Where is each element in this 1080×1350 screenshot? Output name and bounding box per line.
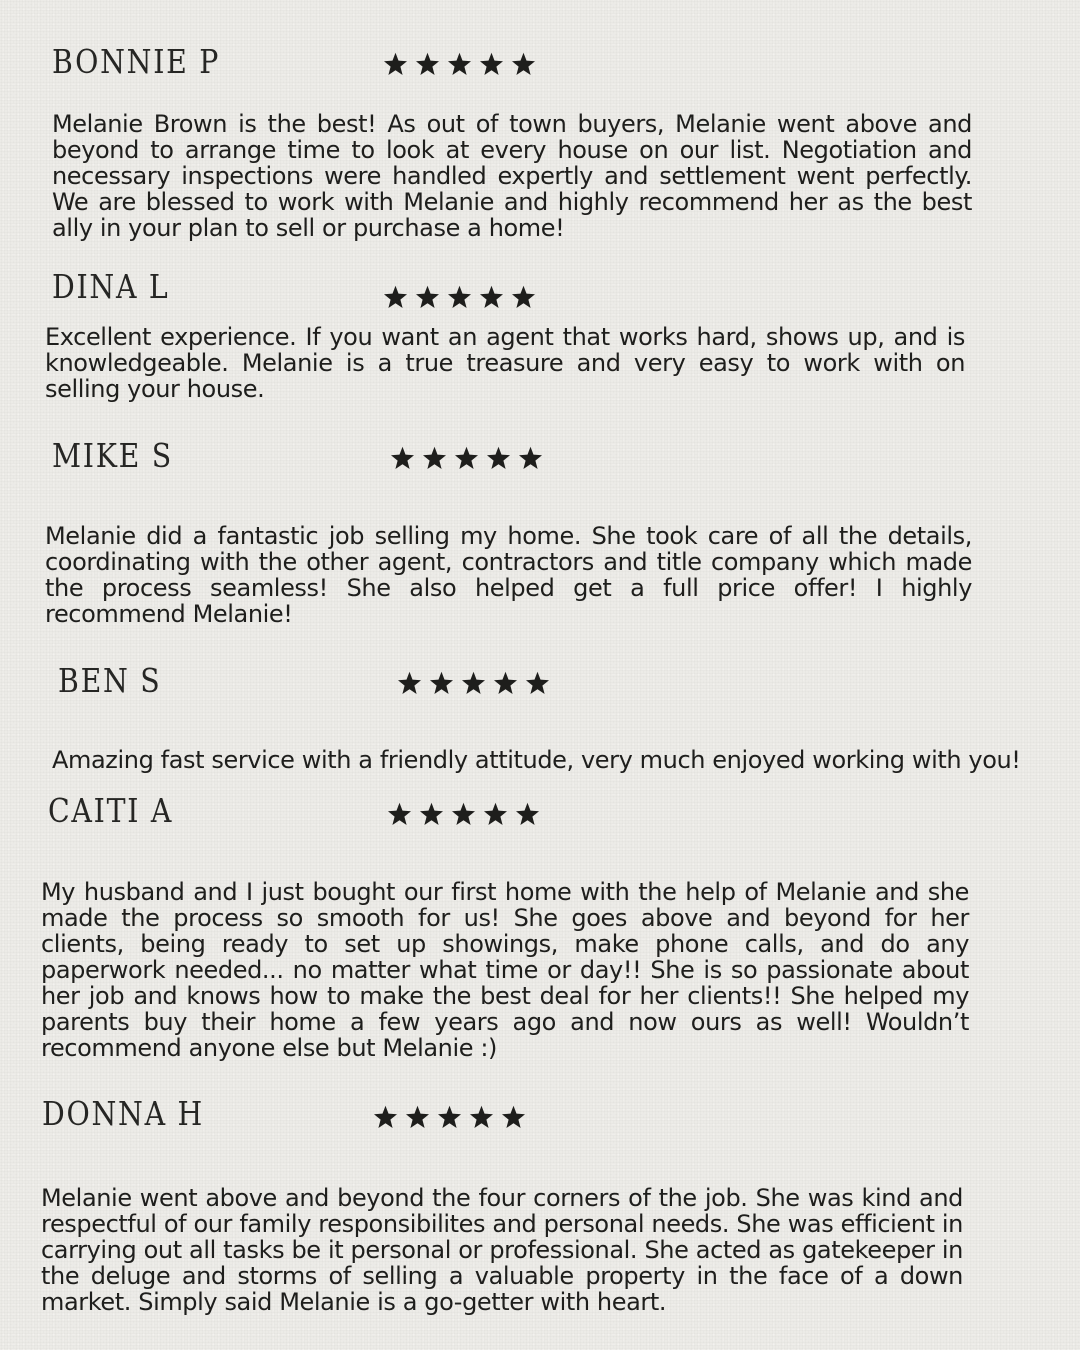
- star-icon: [415, 285, 440, 309]
- review-text: Melanie Brown is the best! As out of town buyers, Melanie went above and beyond to arrange time to look at every house on our list. Negotiation and necessary inspections were handled expertly and settlement went perfectly. We are blessed to work with Melanie and highly recommend her as the best ally in your plan to sell or purchase a home!: [52, 110, 972, 242]
- star-icon: [437, 1105, 462, 1129]
- star-icon: [390, 446, 415, 470]
- star-icon: [469, 1105, 494, 1129]
- star-icon: [383, 52, 408, 76]
- reviewer-name: BONNIE P: [52, 42, 221, 81]
- star-icon: [447, 52, 472, 76]
- star-rating: [397, 671, 550, 695]
- star-rating: [373, 1105, 526, 1129]
- star-icon: [501, 1105, 526, 1129]
- star-rating: [390, 446, 543, 470]
- star-icon: [511, 285, 536, 309]
- star-icon: [447, 285, 472, 309]
- review-text: Amazing fast service with a friendly attitude, very much enjoyed working with you!: [52, 746, 1021, 774]
- star-icon: [451, 802, 476, 826]
- star-icon: [479, 285, 504, 309]
- star-rating: [383, 285, 536, 309]
- reviewer-name: BEN S: [58, 661, 162, 700]
- review-text: Melanie went above and beyond the four corners of the job. She was kind and respectful of our family responsibilites and personal needs. She was efficient in carrying out all tasks be it personal or professional. She acted as gatekeeper in the deluge and storms of selling a valuable property in the face of a down market. Simply said Melanie is a go-getter with heart.: [41, 1184, 963, 1316]
- star-icon: [397, 671, 422, 695]
- review-text: Melanie did a fantastic job selling my home. She took care of all the details, coordinating with the other agent, contractors and title company which made the process seamless! She also helped get a full price offer! I highly recommend Melanie!: [45, 522, 972, 628]
- star-icon: [461, 671, 486, 695]
- reviewer-name: MIKE S: [52, 436, 173, 475]
- star-rating: [387, 802, 540, 826]
- star-icon: [415, 52, 440, 76]
- star-icon: [383, 285, 408, 309]
- star-icon: [479, 52, 504, 76]
- star-icon: [454, 446, 479, 470]
- star-icon: [422, 446, 447, 470]
- star-icon: [429, 671, 454, 695]
- review-text: My husband and I just bought our first home with the help of Melanie and she made the process so smooth for us! She goes above and beyond for her clients, being ready to set up showings, make phone calls, and do any paperwork needed... no matter what time or day!! She is so passionate about her job and knows how to make the best deal for her clients!! She helped my parents buy their home a few years ago and now ours as well! Wouldn’t recommend anyone else but Melanie :): [41, 878, 969, 1062]
- reviewer-name: DINA L: [52, 267, 170, 306]
- star-icon: [493, 671, 518, 695]
- star-icon: [405, 1105, 430, 1129]
- review-text: Excellent experience. If you want an agent that works hard, shows up, and is knowledgeable. Melanie is a true treasure and very easy to work with on selling your house.: [45, 323, 965, 403]
- reviewer-name: DONNA H: [42, 1094, 205, 1133]
- star-icon: [387, 802, 412, 826]
- star-rating: [383, 52, 536, 76]
- reviewer-name: CAITI A: [48, 791, 174, 830]
- star-icon: [518, 446, 543, 470]
- star-icon: [483, 802, 508, 826]
- star-icon: [515, 802, 540, 826]
- star-icon: [419, 802, 444, 826]
- star-icon: [511, 52, 536, 76]
- star-icon: [525, 671, 550, 695]
- star-icon: [373, 1105, 398, 1129]
- star-icon: [486, 446, 511, 470]
